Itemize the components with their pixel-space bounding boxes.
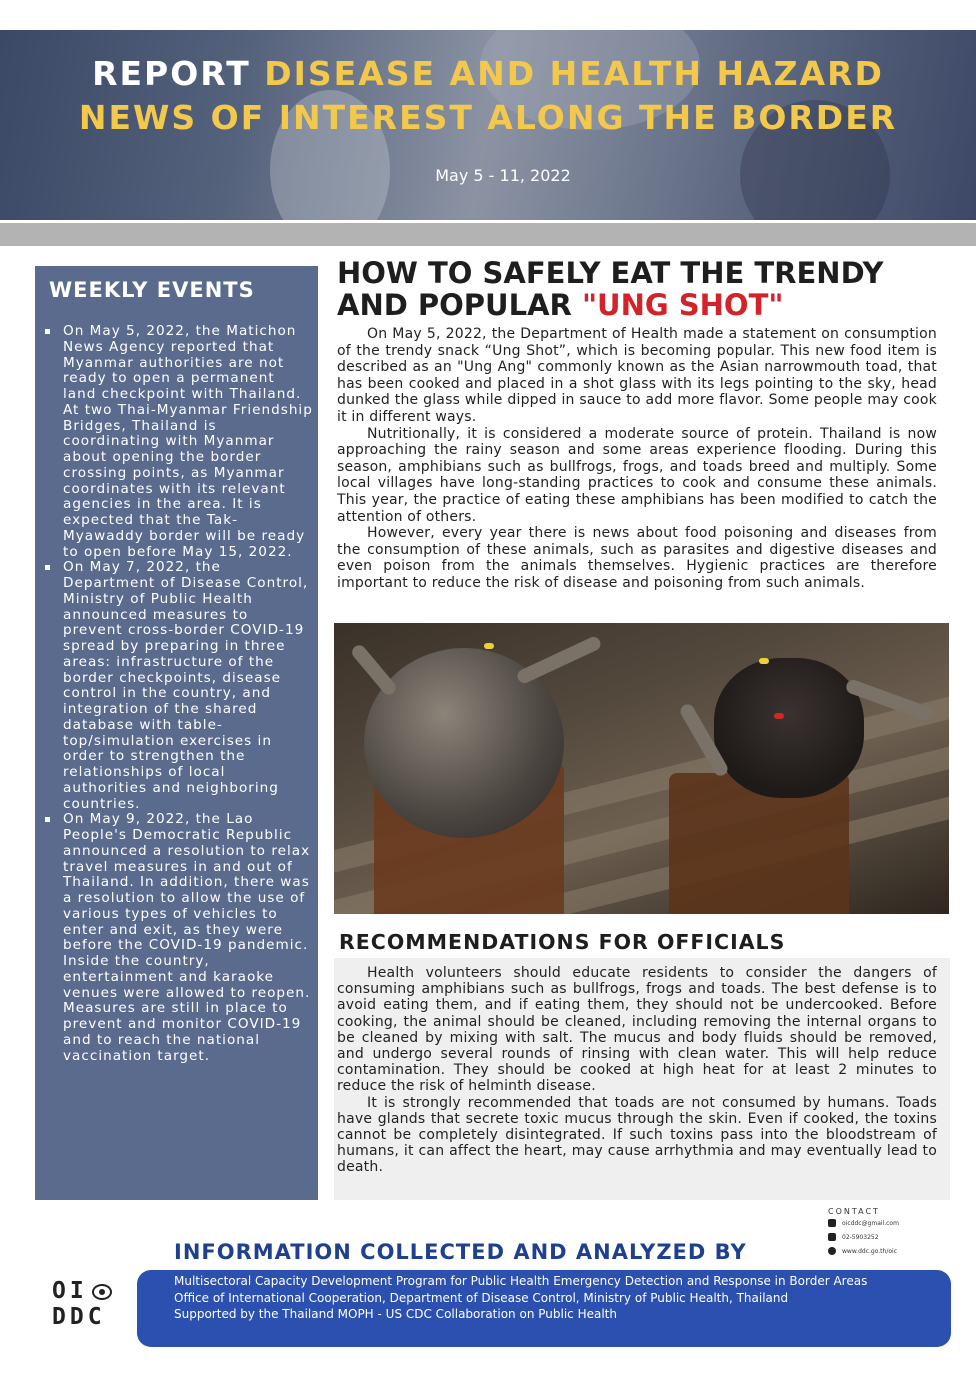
- contact-phone: 02-5903252: [842, 1233, 879, 1241]
- article-title: [337, 257, 957, 321]
- footer-text: [174, 1273, 874, 1323]
- bullet-icon: [45, 329, 50, 334]
- collected-by-title: INFORMATION COLLECTED AND ANALYZED BY: [174, 1240, 747, 1264]
- article-title-text: HOW TO SAFELY EAT THE TRENDY AND POPULAR: [337, 256, 884, 322]
- recommendation-paragraph: Health volunteers should educate residents to consider the dangers of consuming amphibians such as bullfrogs, frogs and toads. The best defense is to avoid eating them, and if eating them, they should not be undercooked. Before cooking, the animal should be cleaned, including removing the internal organs to be cleaned by mixing with salt. The mucus and body fluids should be removed, and undergo several rounds of rinsing with clean water. This will help reduce contamination. They should be cooked at high heat for at least 2 minutes to reduce the risk of helminth disease.: [337, 965, 937, 1095]
- weekly-events-title: WEEKLY EVENTS: [49, 278, 255, 302]
- weekly-events-list: [43, 324, 313, 1064]
- report-date-range: May 5 - 11, 2022: [435, 166, 571, 185]
- footer-line: Multisectoral Capacity Development Program for Public Health Emergency Detection and Response in Border Areas: [174, 1274, 868, 1288]
- weekly-event-item: [43, 324, 313, 560]
- contact-label: CONTACT: [828, 1207, 880, 1216]
- contact-phone-row: [828, 1233, 879, 1241]
- contact-website[interactable]: www.ddc.go.th/oic: [842, 1247, 897, 1255]
- header-banner: [0, 30, 976, 220]
- logo-text: OI: [52, 1278, 88, 1304]
- footer-line: Supported by the Thailand MOPH - US CDC Collaboration on Public Health: [174, 1307, 617, 1321]
- title-prefix: REPORT: [92, 54, 251, 93]
- contact-email[interactable]: oicddc@gmail.com: [842, 1219, 899, 1227]
- article-paragraph: Nutritionally, it is considered a moderate source of protein. Thailand is now approaching the rainy season and some areas experience flooding. During this season, amphibians such as bullfrogs, frogs, and toads breed and multiply. Some local villages have long-standing practices to cook and consume these animals. This year, the practice of eating these amphibians has been modified to catch the attention of others.: [337, 425, 937, 525]
- weekly-events-panel: [35, 266, 318, 1200]
- bullet-icon: [45, 565, 50, 570]
- weekly-event-text: On May 7, 2022, the Department of Disease Control, Ministry of Public Health announced measures to prevent cross-border COVID-19 spread by preparing in three areas: infrastructure of the border checkpoints, disease control in the country, and integration of the shared database with table-top/simulation exercises in order to strengthen the relationships of local authorities and neighboring countries.: [63, 559, 309, 812]
- article-paragraph: However, every year there is news about food poisoning and diseases from the consumption of these animals, such as parasites and digestive diseases and even poison from the animals themselves. Hygienic practices are therefore important to reduce the risk of disease and poisoning from such animals.: [337, 525, 937, 591]
- oic-ddc-logo: [52, 1278, 132, 1330]
- title-line2: NEWS OF INTEREST ALONG THE BORDER: [78, 98, 898, 137]
- weekly-event-item: [43, 812, 313, 1064]
- article-body: [337, 326, 937, 592]
- weekly-event-item: [43, 560, 313, 812]
- globe-icon: [828, 1247, 836, 1255]
- article-title-highlight: "UNG SHOT": [581, 288, 784, 322]
- article-paragraph: On May 5, 2022, the Department of Health made a statement on consumption of the trendy snack “Ung Shot”, which is becoming popular. This new food item is described as an "Ung Ang" commonly known as the Asian narrowmouth toad, that has been cooked and placed in a shot glass with its legs pointing to the sky, head dunked the glass while dipped in sauce to add more flavor. Some people may cook it in different ways.: [337, 326, 937, 425]
- contact-email-row[interactable]: [828, 1219, 899, 1227]
- title-highlight-line1: DISEASE AND HEALTH HAZARD: [264, 54, 884, 93]
- ung-shot-photo: [334, 623, 949, 914]
- contact-website-row[interactable]: [828, 1247, 897, 1255]
- email-icon: [828, 1219, 836, 1227]
- weekly-event-text: On May 9, 2022, the Lao People's Democratic Republic announced a resolution to relax travel measures in and out of Thailand. In addition, there was a resolution to allow the use of various types of vehicles to enter and exit, as they were before the COVID-19 pandemic. Inside the country, entertainment and karaoke venues were allowed to reopen. Measures are still in place to prevent and monitor COVID-19 and to reach the national vaccination target.: [63, 811, 311, 1064]
- weekly-event-text: On May 5, 2022, the Matichon News Agency reported that Myanmar authorities are not ready to open a permanent land checkpoint with Thailand. At two Thai-Myanmar Friendship Bridges, Thailand is coordinating with Myanmar about opening the border crossing points, as Myanmar coordinates with its relevant agencies in the area. It is expected that the Tak-Myawaddy border will be ready to open before May 15, 2022.: [63, 323, 313, 560]
- eye-icon: [92, 1284, 112, 1300]
- phone-icon: [828, 1233, 836, 1241]
- bullet-icon: [45, 817, 50, 822]
- logo-text: DDC: [52, 1304, 106, 1330]
- footer-line: Office of International Cooperation, Department of Disease Control, Ministry of Public Health, Thailand: [174, 1290, 789, 1305]
- report-title: [0, 52, 976, 140]
- recommendations-title: RECOMMENDATIONS FOR OFFICIALS: [339, 930, 786, 954]
- header-divider: [0, 223, 976, 246]
- recommendations-body: [337, 965, 937, 1176]
- recommendation-paragraph: It is strongly recommended that toads are not consumed by humans. Toads have glands that secrete toxic mucus through the skin. Even if cooked, the toxins cannot be completely disintegrated. If such toxins pass into the bloodstream of humans, it can affect the heart, may cause arrhythmia and may eventually lead to death.: [337, 1094, 937, 1176]
